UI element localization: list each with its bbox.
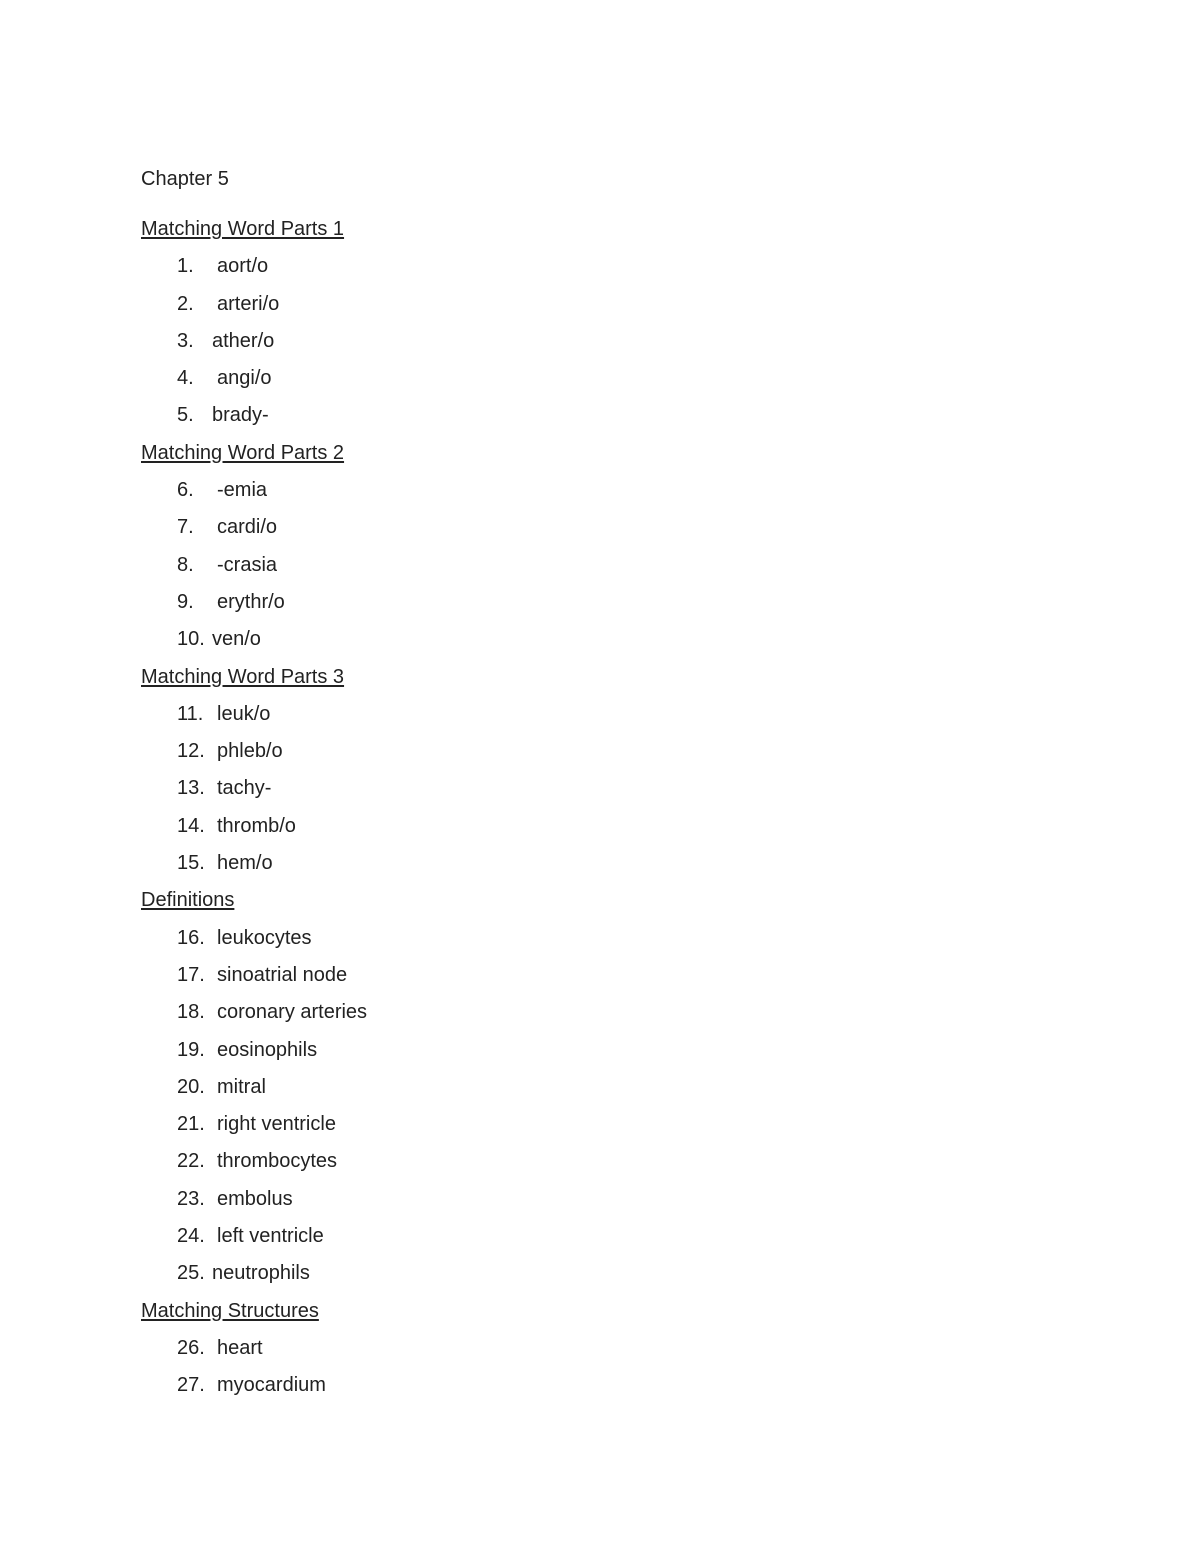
item-text: heart: [217, 1336, 263, 1359]
list-item: [141, 1223, 1041, 1260]
item-list: [141, 701, 1041, 887]
section-matching-word-parts-3: [141, 664, 1041, 888]
item-number: 21.: [177, 1113, 205, 1136]
list-item: [141, 1372, 1041, 1409]
item-list: [141, 253, 1041, 439]
item-number: 9.: [177, 590, 194, 613]
list-item: [141, 477, 1041, 514]
list-item: [141, 514, 1041, 551]
list-item: [141, 701, 1041, 738]
section-heading: Matching Word Parts 2: [141, 441, 345, 464]
section-heading: Matching Word Parts 1: [141, 218, 345, 240]
item-text: eosinophils: [217, 1038, 318, 1061]
list-item: [141, 1148, 1041, 1185]
list-item: [141, 1335, 1041, 1372]
item-number: 6.: [177, 479, 194, 502]
list-item: [141, 365, 1041, 402]
list-item: [141, 253, 1041, 290]
item-number: 17.: [177, 963, 205, 986]
item-number: 24.: [177, 1225, 205, 1248]
section-definitions: [141, 887, 1041, 1297]
list-item: [141, 1037, 1041, 1074]
item-list: [141, 477, 1041, 663]
item-text: embolus: [217, 1187, 293, 1210]
list-item: [141, 1111, 1041, 1148]
item-number: 25.: [177, 1262, 205, 1285]
item-number: 22.: [177, 1150, 205, 1173]
item-number: 5.: [177, 404, 194, 427]
item-text: cardi/o: [217, 516, 278, 539]
list-item: [141, 1186, 1041, 1223]
item-number: 7.: [177, 516, 194, 539]
item-text: right ventricle: [217, 1113, 336, 1136]
list-item: [141, 999, 1041, 1036]
item-text: leuk/o: [217, 702, 271, 725]
item-text: ather/o: [212, 329, 275, 352]
item-number: 15.: [177, 852, 205, 875]
item-text: myocardium: [217, 1374, 326, 1397]
item-text: thrombocytes: [217, 1150, 338, 1173]
list-item: [141, 1074, 1041, 1111]
list-item: [141, 738, 1041, 775]
item-text: ven/o: [212, 628, 261, 651]
item-text: leukocytes: [217, 926, 312, 949]
list-item: [141, 813, 1041, 850]
item-text: angi/o: [217, 367, 272, 390]
list-item: [141, 1260, 1041, 1297]
list-item: [141, 552, 1041, 589]
section-matching-word-parts-2: [141, 440, 1041, 664]
item-list: [141, 1335, 1041, 1410]
item-number: 3.: [177, 329, 194, 352]
item-number: 26.: [177, 1336, 205, 1359]
item-text: hem/o: [217, 852, 273, 875]
section-heading: Matching Word Parts 3: [141, 665, 345, 688]
item-text: sinoatrial node: [217, 963, 348, 986]
list-item: [141, 589, 1041, 626]
item-number: 20.: [177, 1075, 205, 1098]
item-number: 2.: [177, 292, 194, 315]
section-heading: Definitions: [141, 889, 235, 912]
list-item: [141, 962, 1041, 999]
item-number: 10.: [177, 628, 205, 651]
list-item: [141, 402, 1041, 439]
list-item: [141, 328, 1041, 365]
section-matching-structures: [141, 1298, 1041, 1410]
section-heading: Matching Structures: [141, 1299, 319, 1322]
item-text: thromb/o: [217, 814, 296, 837]
item-text: left ventricle: [217, 1225, 324, 1248]
item-number: 1.: [177, 255, 194, 278]
item-text: coronary arteries: [217, 1001, 368, 1024]
item-number: 14.: [177, 814, 205, 837]
item-text: tachy-: [217, 777, 272, 800]
item-number: 23.: [177, 1187, 205, 1210]
list-item: [141, 925, 1041, 962]
item-number: 19.: [177, 1038, 205, 1061]
item-text: arteri/o: [217, 292, 280, 315]
document-content: [141, 166, 1041, 1410]
item-text: neutrophils: [212, 1262, 310, 1285]
list-item: [141, 291, 1041, 328]
list-item: [141, 775, 1041, 812]
item-list: [141, 925, 1041, 1298]
item-number: 18.: [177, 1001, 205, 1024]
item-text: brady-: [212, 404, 269, 427]
item-number: 27.: [177, 1374, 205, 1397]
item-text: erythr/o: [217, 590, 285, 613]
item-text: aort/o: [217, 255, 269, 278]
item-number: 4.: [177, 367, 194, 390]
item-number: 12.: [177, 740, 205, 763]
item-text: phleb/o: [217, 740, 283, 763]
item-text: -crasia: [217, 553, 278, 576]
page-title: Chapter 5: [141, 168, 229, 190]
item-text: mitral: [217, 1075, 266, 1098]
item-number: 13.: [177, 777, 205, 800]
item-number: 11.: [177, 702, 204, 725]
item-number: 8.: [177, 553, 194, 576]
item-number: 16.: [177, 926, 205, 949]
item-text: -emia: [217, 479, 268, 502]
list-item: [141, 850, 1041, 887]
list-item: [141, 626, 1041, 663]
section-matching-word-parts-1: [141, 216, 1041, 440]
